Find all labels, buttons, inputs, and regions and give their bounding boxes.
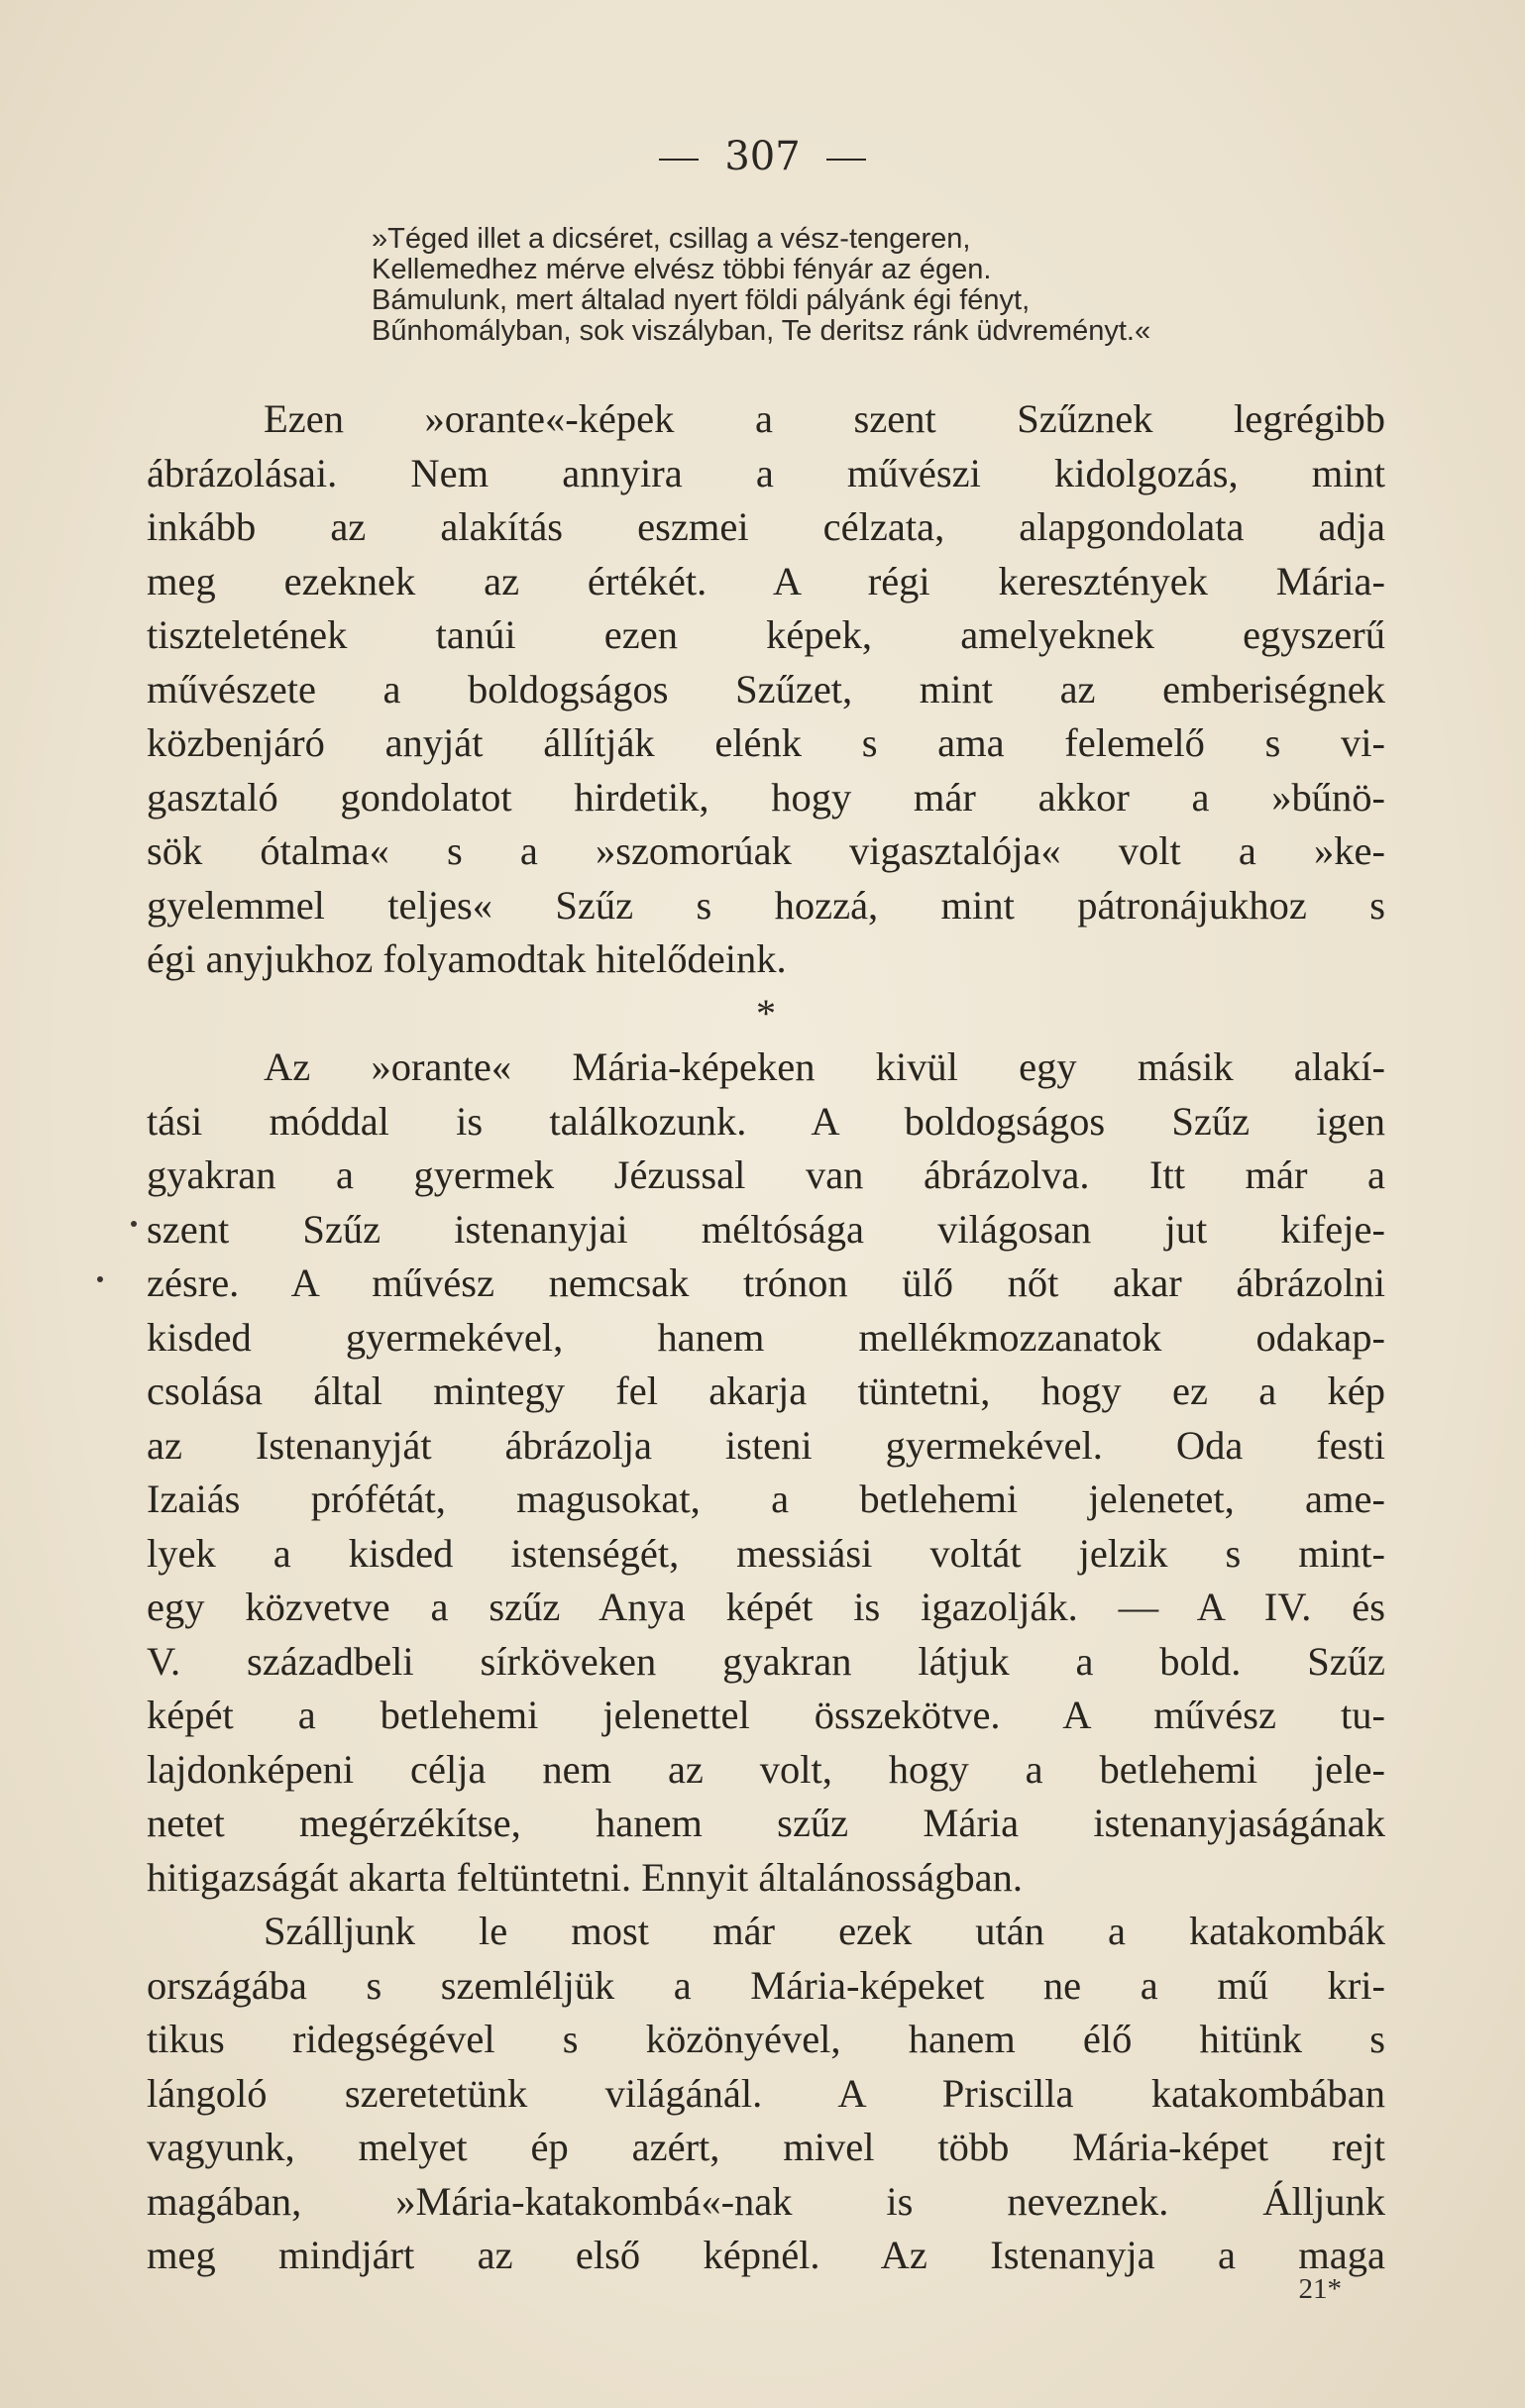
text-line: tikus ridegségével s közönyével, hanem élő hitünk s	[147, 2017, 1385, 2061]
text-line: közbenjáró anyját állítják elénk s ama felemelő s vi-	[147, 720, 1385, 765]
text-line: inkább az alakítás eszmei célzata, alapgondolata adja	[147, 504, 1385, 549]
body-text	[147, 392, 1385, 2283]
poem-line: »Téged illet a dicséret, csillag a vész-tengeren,	[372, 223, 971, 255]
text-line: Izaiás prófétát, magusokat, a betlehemi jelenetet, ame-	[147, 1477, 1385, 1521]
text-line: Az »orante« Mária-képeken kivül egy másik alakí-	[264, 1044, 1385, 1089]
text-line: tiszteletének tanúi ezen képek, amelyeknek egyszerű	[147, 612, 1385, 657]
header-dash-left	[659, 159, 699, 161]
poem-quote	[372, 224, 1372, 347]
text-line: meg mindjárt az első képnél. Az Istenanyja a maga	[147, 2233, 1385, 2277]
text-line: tási móddal is találkozunk. A boldogságos Szűz igen	[147, 1098, 1385, 1144]
text-line: égi anyjukhoz folyamodtak hitelődeink.	[147, 936, 787, 981]
margin-mark	[131, 1221, 137, 1227]
text-line: csolása által mintegy fel akarja tüntetni, hogy ez a kép	[147, 1368, 1385, 1413]
text-line: V. századbeli sírköveken gyakran látjuk a bold. Szűz	[147, 1638, 1385, 1684]
text-line: egy közvetve a szűz Anya képét is igazolják. — A IV. és	[147, 1585, 1385, 1629]
text-line: ábrázolásai. Nem annyira a művészi kidolgozás, mint	[147, 450, 1385, 495]
text-line: gyakran a gyermek Jézussal van ábrázolva. Itt már a	[147, 1152, 1385, 1197]
text-line: zésre. A művész nemcsak trónon ülő nőt akar ábrázolni	[147, 1260, 1385, 1305]
poem-line: Kellemedhez mérve elvész többi fényár az égen.	[372, 254, 992, 285]
printer-signature: 21*	[1298, 2273, 1342, 2305]
text-line: Ezen »orante«-képek a szent Szűznek legrégibb	[264, 396, 1385, 441]
header-dash-right	[826, 159, 866, 161]
text-line: lángoló szeretetünk világánál. A Priscilla katakombában	[147, 2070, 1385, 2116]
text-line: művészete a boldogságos Szűzet, mint az emberiségnek	[147, 666, 1385, 711]
text-line: országába s szemléljük a Mária-képeket ne a mű kri-	[147, 1962, 1385, 2008]
text-line: képét a betlehemi jelenettel összekötve. A művész tu-	[147, 1693, 1385, 1737]
text-line: netet megérzékítse, hanem szűz Mária istenanyjaságának	[147, 1801, 1385, 1845]
text-line: gasztaló gondolatot hirdetik, hogy már akkor a »bűnö-	[147, 774, 1385, 820]
text-line: hitigazságát akarta feltüntetni. Ennyit általánosságban.	[147, 1854, 1023, 1900]
poem-line: Bámulunk, mert általad nyert földi pályánk égi fényt,	[372, 284, 1031, 316]
text-line: szent Szűz istenanyjai méltósága világosan jut kifeje-	[147, 1206, 1385, 1252]
text-line: Szálljunk le most már ezek után a katakombák	[264, 1909, 1385, 1953]
text-line: lajdonképeni célja nem az volt, hogy a betlehemi jele-	[147, 1746, 1385, 1792]
page-number: 307	[724, 134, 801, 179]
text-line: vagyunk, melyet ép azért, mivel több Mária-képet rejt	[147, 2125, 1385, 2169]
text-line: az Istenanyját ábrázolja isteni gyermekével. Oda festi	[147, 1422, 1385, 1468]
poem-line: Bűnhomályban, sok viszályban, Te deritsz ránk üdvreményt.«	[372, 315, 1151, 347]
text-line: lyek a kisded istenségét, messiási voltát jelzik s mint-	[147, 1530, 1385, 1576]
text-line: meg ezeknek az értékét. A régi keresztények Mária-	[147, 558, 1385, 603]
paragraph-1	[147, 392, 1385, 987]
margin-mark	[97, 1276, 103, 1282]
paragraph-2	[147, 1040, 1385, 1905]
text-line: sök ótalma« s a »szomorúak vigasztalója« volt a »ke-	[147, 828, 1385, 873]
text-line: magában, »Mária-katakombá«-nak is neveznek. Álljunk	[147, 2178, 1385, 2224]
paragraph-3	[147, 1905, 1385, 2283]
text-line: gyelemmel teljes« Szűz s hozzá, mint pátronájukhoz s	[147, 882, 1385, 928]
section-separator-asterisk: *	[756, 990, 776, 1036]
page-header	[0, 134, 1525, 179]
text-line: kisded gyermekével, hanem mellékmozzanatok odakap-	[147, 1314, 1385, 1360]
